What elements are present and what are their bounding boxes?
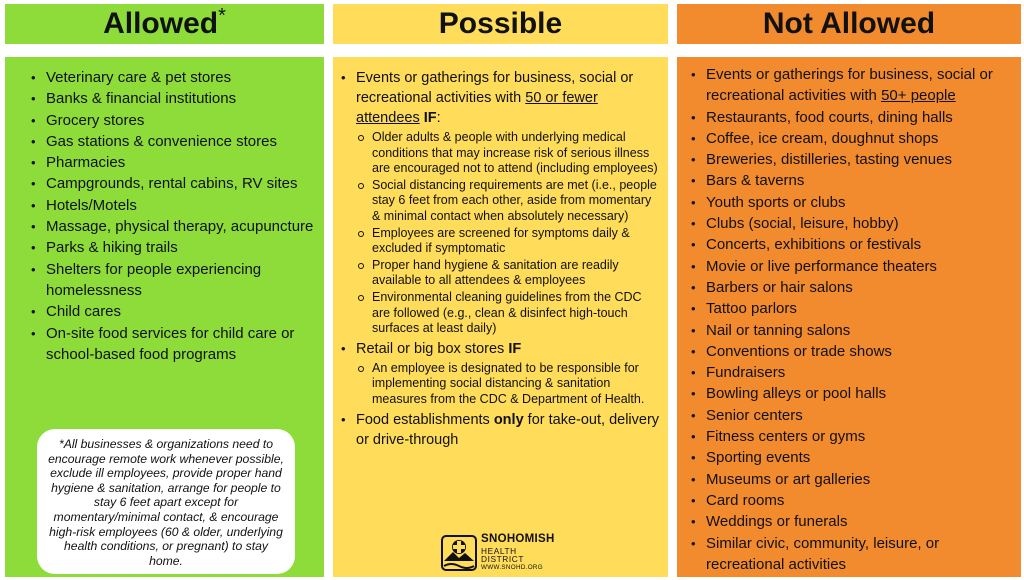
retail-conditions-list (356, 361, 660, 408)
food-text: Food establishments (356, 411, 494, 428)
allowed-heading (5, 4, 324, 44)
gatherings-colon: : (436, 110, 441, 126)
gatherings-text: Events or gatherings for business, social or recreational activities with (356, 70, 634, 106)
list-item: • Pharmacies (28, 152, 318, 173)
gatherings-50plus-limit: 50+ people (881, 87, 956, 105)
list-item: • Gas stations & convenience stores (28, 131, 318, 152)
list-item-gatherings (338, 68, 660, 337)
gatherings-limit: 50 or fewer attendees (356, 90, 598, 126)
list-item: • Banks & financial institutions (28, 88, 318, 109)
sub-list-item: Employees are screened for symptoms daily & excluded if symptomatic (356, 226, 660, 257)
list-item: • Similar civic, community, leisure, or recreational activities (688, 533, 1013, 576)
food-rest: for take-out, delivery or drive-through (356, 411, 660, 448)
list-item: • Restaurants, food courts, dining halls (688, 107, 1013, 128)
retail-text: Retail or big box stores (356, 340, 509, 357)
not-allowed-heading-text: Not Allowed (762, 7, 936, 40)
list-item: • Museums or art galleries (688, 469, 1013, 490)
list-item: • Concerts, exhibitions or festivals (688, 234, 1013, 255)
food-only: only (493, 411, 524, 428)
list-item: • Conventions or trade shows (688, 341, 1013, 362)
list-item: • Campgrounds, rental cabins, RV sites (28, 173, 318, 194)
health-district-emblem-icon (441, 535, 477, 571)
allowed-column (5, 57, 324, 577)
logo-text (481, 534, 555, 571)
gatherings-conditions-list (356, 130, 660, 337)
list-item: • Fundraisers (688, 362, 1013, 383)
list-item: • Tattoo parlors (688, 298, 1013, 319)
sub-list-item: An employee is designated to be responsible for implementing social distancing & sanitation measures from the CDC & Department of Health. (356, 361, 660, 408)
allowed-heading-asterisk: * (218, 4, 226, 27)
possible-heading (333, 4, 668, 44)
sub-list-item: Proper hand hygiene & sanitation are readily available to all attendees & employees (356, 258, 660, 289)
list-item: • Fitness centers or gyms (688, 426, 1013, 447)
list-item-retail (338, 339, 660, 408)
possible-heading-text: Possible (438, 7, 563, 40)
not-allowed-heading (677, 4, 1021, 44)
list-item-food (338, 410, 660, 450)
not-allowed-column (677, 57, 1021, 577)
list-item: • On-site food services for child care or school-based food programs (28, 323, 318, 366)
list-item: • Card rooms (688, 490, 1013, 511)
list-item: • Barbers or hair salons (688, 277, 1013, 298)
list-item: • Clubs (social, leisure, hobby) (688, 213, 1013, 234)
list-item: • Senior centers (688, 405, 1013, 426)
possible-column (333, 57, 668, 577)
sub-list-item: Environmental cleaning guidelines from the CDC are followed (e.g., clean & disinfect high-touch surfaces at least daily) (356, 290, 660, 337)
sub-list-item: Social distancing requirements are met (i.e., people stay 6 feet from each other, aside from momentary & minimal contact when absolutely necessary) (356, 178, 660, 225)
list-item: • Breweries, distilleries, tasting venues (688, 149, 1013, 170)
list-item: • Movie or live performance theaters (688, 256, 1013, 277)
sub-list-item: Older adults & people with underlying medical conditions that may increase risk of serious illness are encouraged not to attend (including employees) (356, 130, 660, 177)
list-item: • Shelters for people experiencing homelessness (28, 259, 318, 302)
list-item: • Youth sports or clubs (688, 192, 1013, 213)
gatherings-condition: IF (419, 110, 437, 126)
list-item: • Weddings or funerals (688, 511, 1013, 532)
logo-url: WWW.SNOHD.ORG (481, 564, 543, 572)
list-item: • Coffee, ice cream, doughnut shops (688, 128, 1013, 149)
list-item: • Grocery stores (28, 110, 318, 131)
snohomish-health-district-logo (441, 532, 555, 574)
possible-list (338, 68, 660, 450)
list-item-gatherings-50plus (688, 64, 1013, 107)
logo-name: SNOHOMISH (481, 533, 555, 546)
list-item: • Hotels/Motels (28, 195, 318, 216)
list-item: • Bars & taverns (688, 170, 1013, 191)
logo-subtitle: HEALTH DISTRICT (481, 545, 525, 565)
allowed-list (28, 67, 318, 365)
allowed-footnote: *All businesses & organizations need to encourage remote work whenever possible, exclude ill employees, provide proper hand hygiene & sanitation, arrange for people to stay 6 feet apart except for momentary/minimal contact, & encourage high-risk employees (60 & older, underlying health conditions, or pregnant) to stay home. (37, 429, 295, 574)
allowed-heading-text: Allowed (103, 7, 219, 40)
list-item: • Parks & hiking trails (28, 237, 318, 258)
list-item: • Massage, physical therapy, acupuncture (28, 216, 318, 237)
list-item: • Child cares (28, 301, 318, 322)
not-allowed-list (688, 64, 1013, 575)
gatherings-50plus-text: Events or gatherings for business, social or recreational activities with (706, 66, 993, 105)
list-item: • Nail or tanning salons (688, 320, 1013, 341)
retail-condition: IF (508, 340, 522, 357)
list-item: • Bowling alleys or pool halls (688, 383, 1013, 404)
list-item: • Veterinary care & pet stores (28, 67, 318, 88)
list-item: • Sporting events (688, 447, 1013, 468)
